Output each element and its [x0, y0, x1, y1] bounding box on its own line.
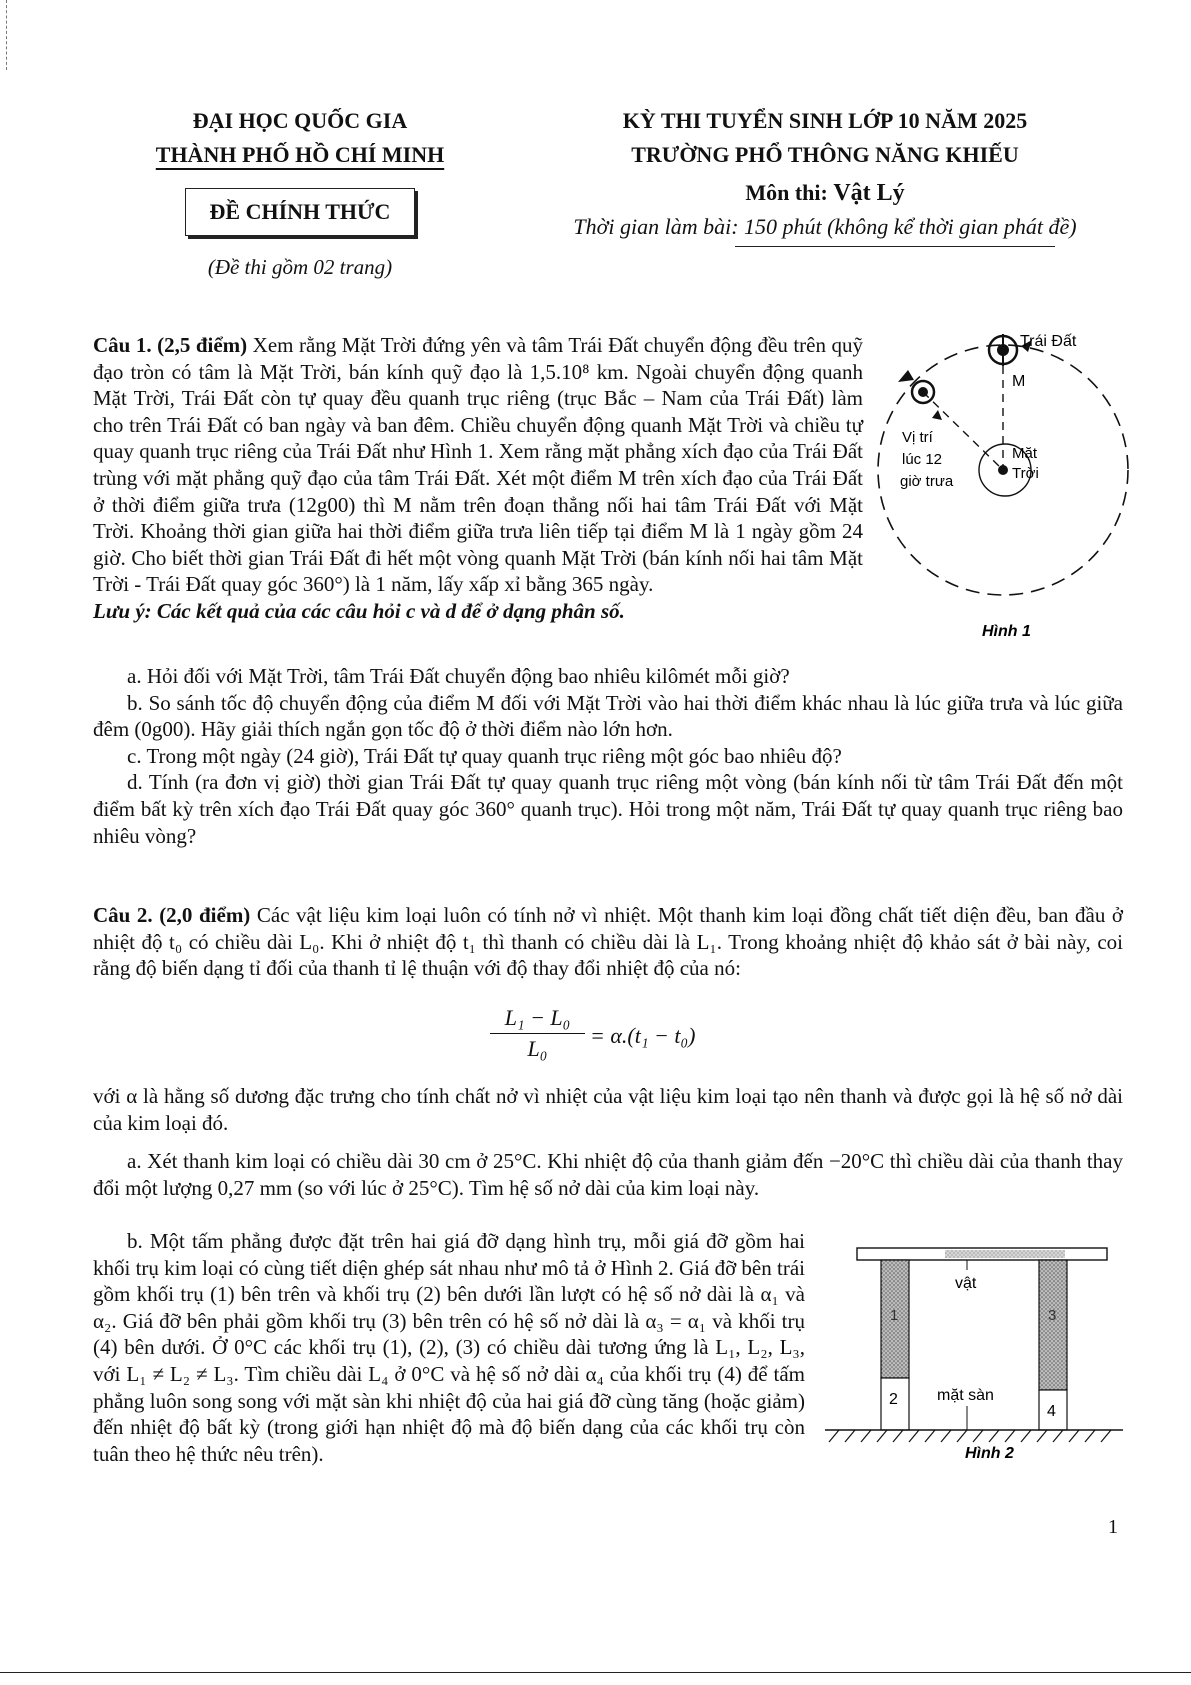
expansion-formula — [490, 1005, 730, 1075]
question-2b-block — [93, 1228, 805, 1467]
question-2b: b. Một tấm phẳng được đặt trên hai giá đỡ dạng hình trụ, mỗi giá đỡ gồm hai khối trụ kim loại có cùng tiết diện ghép sát nhau như mô tả ở Hình 2. Giá đỡ bên trái gồm khối trụ (1) bên trên và khối trụ (2) bên dưới lần lượt có hệ số nở dài là α₁ và α₂. Giá đỡ bên phải gồm khối trụ (3) bên trên có hệ số nở dài là α₃ = α₁ và khối trụ (4) bên dưới. Ở 0°C các khối trụ (1), (2), (3) có chiều dài tương ứng là L₁, L₂, L₃, với L₁ ≠ L₂ ≠ L₃. Tìm chiều dài L₄ ở 0°C và hệ số nở dài α₄ của khối trụ (4) để tấm phẳng luôn song song với mặt sàn khi nhiệt độ của hai giá đỡ cùng tăng (hoặc giảm) đến nhiệt độ bất kỳ (trong giới hạn nhiệt độ mà độ biến dạng của các khối trụ còn tuân theo hệ thức nêu trên). — [93, 1229, 805, 1466]
formula-numerator: L₁ − L₀ — [490, 1005, 585, 1034]
question-2-after — [93, 1083, 1123, 1201]
question-2a: a. Xét thanh kim loại có chiều dài 30 cm ở 25°C. Khi nhiệt độ của thanh giảm đến −20°C thì chiều dài của thanh thay đổi một lượng 0,27 mm (so với lúc ở 25°C). Tìm hệ số nở dài của kim loại này. — [93, 1149, 1123, 1200]
question-2-body: Các vật liệu kim loại luôn có tính nở vì nhiệt. Một thanh kim loại đồng chất tiết diện đều, ban đầu ở nhiệt độ t₀ có chiều dài L₀. Khi ở nhiệt độ t₁ thì thanh có chiều dài là L₁. Trong khoảng nhiệt độ khảo sát ở bài này, coi rằng độ biến dạng tỉ đối của thanh tỉ lệ thuận với độ thay đổi nhiệt độ của nó: — [93, 903, 1123, 981]
question-2-label: Câu 2. (2,0 điểm) — [93, 903, 251, 927]
bottom-rule — [0, 1672, 1191, 1673]
figure-1-caption: Hình 1 — [982, 623, 1031, 640]
city-name: THÀNH PHỐ HỒ CHÍ MINH — [155, 142, 445, 167]
question-1-parts — [93, 663, 1123, 849]
university-name: ĐẠI HỌC QUỐC GIA — [192, 108, 408, 133]
formula-rhs: = α.(t₁ − t₀) — [590, 1023, 696, 1048]
formula-denominator: L₀ — [527, 1036, 548, 1061]
sun-label-2: Trời — [1012, 465, 1039, 482]
margin-tick — [6, 0, 7, 70]
question-1c: c. Trong một ngày (24 giờ), Trái Đất tự quay quanh trục riêng một góc bao nhiêu độ? — [127, 743, 842, 768]
figure-2 — [825, 1240, 1125, 1470]
object-label: vật — [955, 1275, 977, 1292]
figure-1 — [870, 330, 1140, 660]
plate-texture — [945, 1250, 1065, 1258]
pages-note: (Đề thi gồm 02 trang) — [207, 255, 393, 279]
duration-underline — [735, 246, 1055, 247]
school-name: TRƯỜNG PHỔ THÔNG NĂNG KHIẾU — [631, 142, 1019, 167]
exam-duration: Thời gian làm bài: 150 phút (không kể thời gian phát đề) — [573, 214, 1077, 239]
noon-position-label-3: giờ trưa — [900, 473, 954, 490]
question-1-label: Câu 1. (2,5 điểm) — [93, 333, 248, 357]
sun-center — [998, 465, 1008, 475]
orbit-direction-arrow-icon — [898, 370, 914, 382]
question-1-note: Lưu ý: Các kết quả của các câu hỏi c và d để ở dạng phân số. — [93, 598, 625, 623]
formula-fraction — [490, 1005, 585, 1062]
noon-position-label-2: lúc 12 — [902, 451, 943, 468]
subject-label: Môn thi: — [745, 180, 828, 205]
sun-label-1: Mặt — [1012, 445, 1038, 462]
cylinder-4-label: 4 — [1047, 1403, 1056, 1420]
cylinder-3 — [1039, 1260, 1067, 1390]
figure-2-caption: Hình 2 — [965, 1445, 1014, 1462]
earth-label: Trái Đất — [1020, 333, 1077, 350]
noon-position-label-1: Vị trí — [902, 429, 933, 446]
point-m-label: M — [1012, 373, 1026, 390]
exam-title: KỲ THI TUYỂN SINH LỚP 10 NĂM 2025 — [622, 108, 1028, 133]
subject-name: Vật Lý — [833, 180, 905, 206]
question-1 — [93, 332, 863, 625]
page-number: 1 — [1108, 1516, 1118, 1538]
question-1d: d. Tính (ra đơn vị giờ) thời gian Trái Đất tự quay quanh trục riêng một vòng (bán kính nối từ tâm Trái Đất đến một điểm bất kỳ trên xích đạo Trái Đất quay góc 360° quanh trục). Hỏi trong một năm, Trái Đất tự quay quanh trục riêng bao nhiêu vòng? — [93, 770, 1123, 848]
question-2 — [93, 902, 1123, 982]
cylinder-2-label: 2 — [889, 1391, 898, 1408]
m-position-arrow-icon — [932, 410, 942, 420]
question-1b: b. So sánh tốc độ chuyển động của điểm M đối với Mặt Trời vào hai thời điểm khác nhau là lúc giữa trưa và lúc giữa đêm (0g00). Hãy giải thích ngắn gọn tốc độ ở thời điểm nào lớn hơn. — [93, 690, 1123, 742]
question-2-definition: với α là hằng số dương đặc trưng cho tính chất nở vì nhiệt của vật liệu kim loại tạo nên thanh và được gọi là hệ số nở dài của kim loại đó. — [93, 1084, 1123, 1135]
cylinder-1-label: 1 — [890, 1307, 899, 1324]
floor-hatching — [829, 1430, 1111, 1442]
floor-label: mặt sàn — [937, 1387, 994, 1404]
subject-line — [520, 176, 1130, 210]
question-1a: a. Hỏi đối với Mặt Trời, tâm Trái Đất chuyển động bao nhiêu kilômét mỗi giờ? — [127, 664, 790, 688]
header-right — [520, 104, 1130, 247]
cylinder-3-label: 3 — [1048, 1307, 1057, 1324]
question-1-body: Xem rằng Mặt Trời đứng yên và tâm Trái Đất chuyển động đều trên quỹ đạo tròn có tâm là Mặt Trời, bán kính quỹ đạo là 1,5.10⁸ km. Ngoài chuyển động quanh Mặt Trời, Trái Đất còn tự quay đều quanh trục riêng (trục Bắc – Nam của Trái Đất) làm cho trên Trái Đất có ban ngày và ban đêm. Chiều chuyển động quanh Mặt Trời và chiều tự quay quanh trục riêng của Trái Đất như Hình 1. Xem rằng mặt phẳng xích đạo của Trái Đất trùng với mặt phẳng quỹ đạo của tâm Trái Đất. Xét một điểm M trên xích đạo của Trái Đất ở thời điểm giữa trưa (12g00) thì M nằm trên đoạn thẳng nối hai tâm Trái Đất với Mặt Trời. Khoảng thời gian giữa hai thời điểm giữa trưa liên tiếp tại điểm M là 1 ngày gồm 24 giờ. Cho biết thời gian Trái Đất đi hết một vòng quanh Mặt Trời (bán kính nối hai tâm Mặt Trời - Trái Đất quay góc 360°) là 1 năm, lấy xấp xỉ bằng 365 ngày. — [93, 333, 863, 597]
header-left — [120, 104, 480, 284]
official-exam-box: ĐỀ CHÍNH THỨC — [185, 188, 416, 236]
